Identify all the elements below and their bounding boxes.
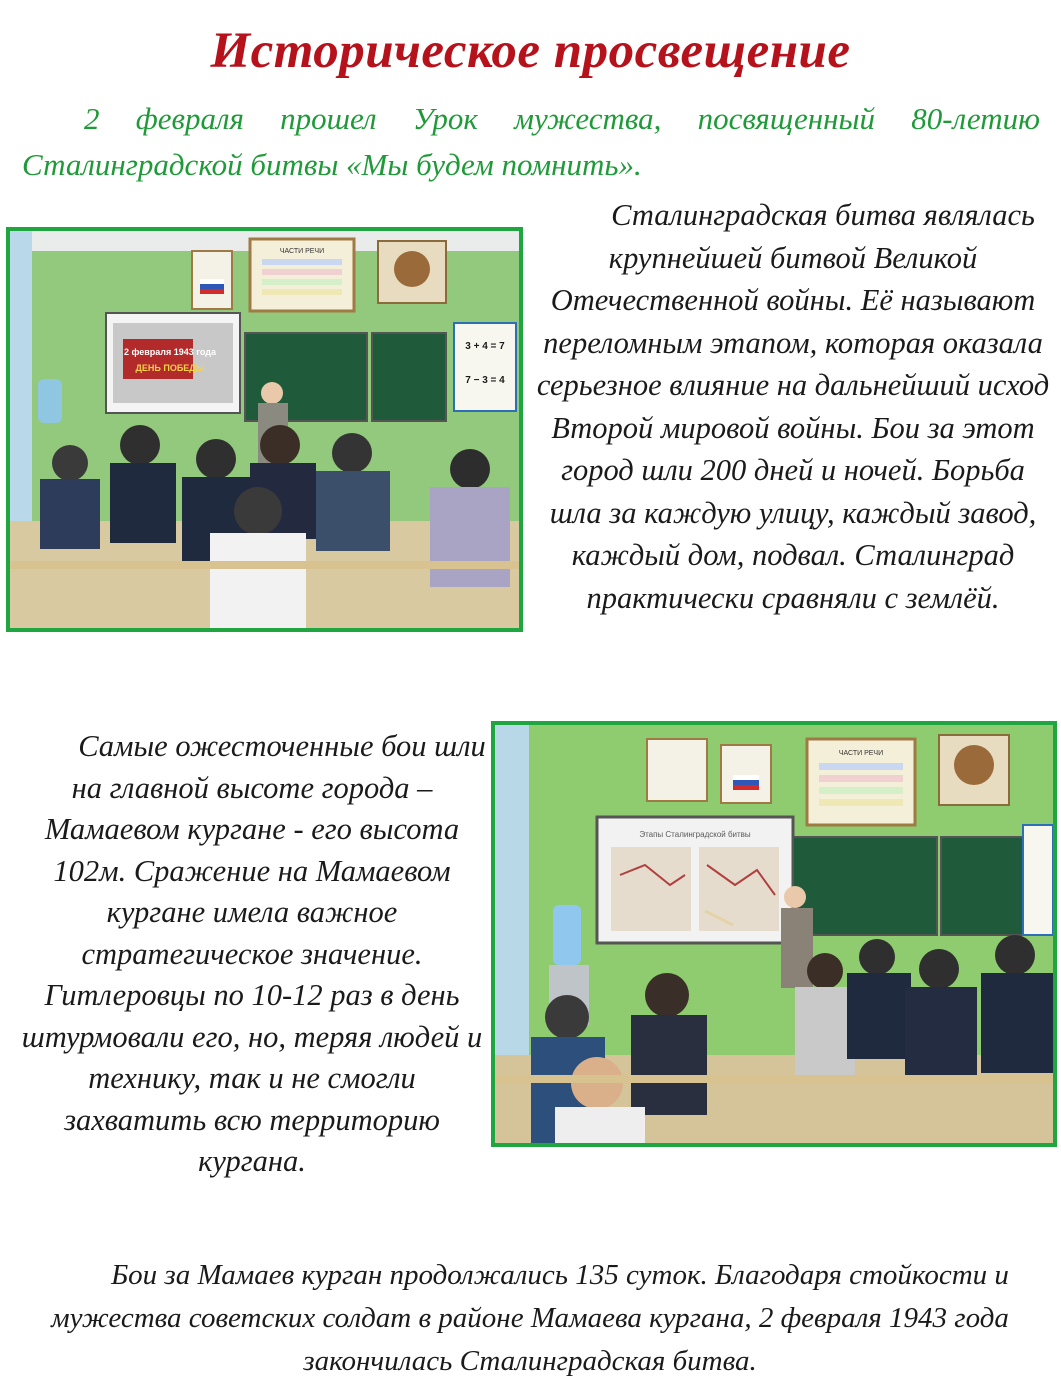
paragraph-mamaev-kurgan	[14, 726, 490, 1183]
paragraph-battle-overview	[536, 194, 1050, 619]
paragraph-mamaev-kurgan-text: Самые ожесточенные бои шли на главной высоте города – Мамаевом кургане - его высота 102м. Сражение на Мамаевом кургане имела важное стратегическое значение. Гитлеровцы по 10-12 раз в день штурмовали его, но, теряя людей и технику, так и не смогли захватить всю территорию кургана.	[21, 729, 486, 1178]
poster2-title: ЧАСТИ РЕЧИ	[838, 750, 884, 757]
math-poster-line2: 7 − 3 = 4	[465, 375, 505, 386]
screen-heading-line1: 2 февраля 1943 года	[123, 347, 217, 357]
whiteboard-title: Этапы Сталинградской битвы	[639, 830, 751, 839]
poster-title: ЧАСТИ РЕЧИ	[279, 248, 325, 255]
lesson-announcement: 2 февраля прошел Урок мужества, посвященный 80-летию Сталинградской битвы «Мы будем помнить».	[22, 101, 1040, 182]
page-title: Историческое просвещение	[210, 23, 851, 79]
math-poster-line1: 3 + 4 = 7	[465, 341, 505, 352]
paragraph-battle-end-text: Бои за Мамаев курган продолжались 135 суток. Благодаря стойкости и мужества советских солдат в районе Мамаева кургана, 2 февраля 1943 года закончилась Сталинградская битва.	[51, 1259, 1009, 1377]
classroom-photo-1	[6, 227, 523, 632]
paragraph-battle-end	[20, 1254, 1040, 1383]
classroom-photo-2-image	[495, 725, 1053, 1143]
paragraph-battle-overview-text: Сталинградская битва являлась крупнейшей битвой Великой Отечественной войны. Её называют переломным этапом, которая оказала серьезное влияние на дальнейший исход Второй мировой войны. Бои за этот город шли 200 дней и ночей. Борьба шла за каждую улицу, каждый завод, каждый дом, подвал. Сталинград практически сравняли с землёй.	[536, 198, 1050, 615]
screen-heading-line2: ДЕНЬ ПОБЕДЫ	[135, 363, 205, 373]
classroom-photo-1-image	[10, 231, 519, 628]
classroom-photo-2	[491, 721, 1057, 1147]
